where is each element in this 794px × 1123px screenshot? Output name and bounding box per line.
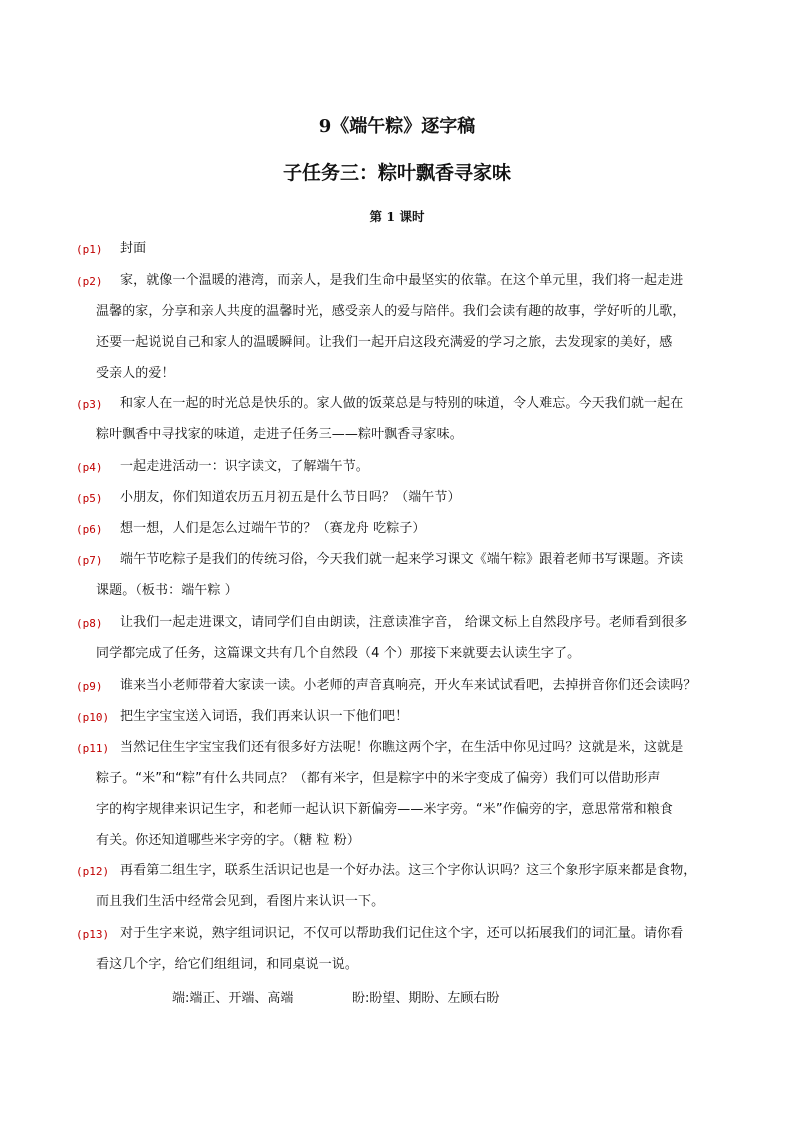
paragraph-line: 同学都完成了任务，这篇课文共有几个自然段（4 个）那接下来就要去认读生字了。 [96,646,581,661]
paragraph-label: (p10) [76,711,110,724]
document-subtitle: 子任务三：粽叶飘香寻家味 [282,162,511,184]
paragraph-line: 还要一起说说自己和家人的温暖瞬间。让我们一起开启这段充满爱的学习之旅，去发现家的美好，感 [96,335,673,350]
document-title: 9《端午粽》逐字稿 [318,116,476,137]
paragraph-line: 粽叶飘香中寻找家的味道，走进子任务三——粽叶飘香寻家味。 [96,427,463,442]
paragraph-line: 封面 [120,241,147,256]
paragraph-label: (p2) [76,275,103,288]
paragraph-label: (p11) [76,742,110,755]
paragraph-line: 再看第二组生字，联系生活识记也是一个好办法。这三个字你认识吗？这三个象形字原来都是食物， [120,863,697,878]
paragraph-line: 一起走进活动一：识字读文，了解端午节。 [120,459,369,474]
paragraph-line: 端午节吃粽子是我们的传统习俗，今天我们就一起来学习课文《端午粽》跟着老师书写课题。齐读 [120,552,684,567]
paragraph-line: 谁来当小老师带着大家读一读。小老师的声音真响亮，开火车来试试看吧，去掉拼音你们还会读吗？ [120,678,697,693]
paragraph-line: 而且我们生活中经常会见到，看图片来认识一下。 [96,894,385,909]
paragraph-label: (p13) [76,928,110,941]
word-group-pan: 盼:盼望、期盼、左顾右盼 [352,991,500,1006]
paragraph-label: (p3) [76,398,103,411]
session-label: 第 1 课时 [369,209,425,224]
paragraph-line: 小朋友，你们知道农历五月初五是什么节日吗？（端午节） [120,490,461,505]
paragraph-line: 家，就像一个温暖的港湾，而亲人，是我们生命中最坚实的依靠。在这个单元里，我们将一起走进 [120,273,684,288]
paragraph-label: (p12) [76,865,110,878]
paragraph-line: 看这几个字，给它们组组词，和同桌说一说。 [96,957,359,972]
paragraph-line: 把生字宝宝送入词语，我们再来认识一下他们吧！ [120,709,409,724]
paragraph-line: 让我们一起走进课文，请同学们自由朗读，注意读准字音， 给课文标上自然段序号。老师看到很多 [120,615,688,630]
paragraph-label: (p7) [76,554,103,567]
paragraph-label: (p1) [76,243,103,256]
paragraph-line: 温馨的家，分享和亲人共度的温馨时光，感受亲人的爱与陪伴。我们会读有趣的故事，学好听的儿歌， [96,304,686,319]
paragraph-label: (p8) [76,617,103,630]
paragraph-line: 字的构字规律来识记生字，和老师一起认识下新偏旁——米字旁。“米”作偏旁的字，意思常常和粮食 [96,802,673,817]
paragraph-line: 粽子。“米”和“粽”有什么共同点？（都有米字，但是粽字中的米字变成了偏旁）我们可以借助形声 [96,771,661,786]
paragraph-label: (p9) [76,680,103,693]
paragraph-line: 当然记住生字宝宝我们还有很多好方法呢！你瞧这两个字，在生活中你见过吗？这就是米，这就是 [120,740,684,755]
paragraph-label: (p6) [76,523,103,536]
paragraph-line: 受亲人的爱！ [96,366,175,381]
paragraph-line: 和家人在一起的时光总是快乐的。家人做的饭菜总是与特别的味道，令人难忘。今天我们就一起在 [120,396,684,411]
paragraph-line: 课题。（板书：端午粽 ） [96,583,238,598]
paragraph-label: (p5) [76,492,103,505]
paragraph-line: 对于生字来说，熟字组词识记，不仅可以帮助我们记住这个字，还可以拓展我们的词汇量。请你看 [120,926,684,941]
word-group-duan: 端:端正、开端、高端 [172,991,294,1006]
paragraph-line: 有关。你还知道哪些米字旁的字。（糖 粒 粉） [96,833,360,848]
paragraph-label: (p4) [76,461,103,474]
paragraph-line: 想一想，人们是怎么过端午节的？（赛龙舟 吃粽子） [120,521,426,536]
